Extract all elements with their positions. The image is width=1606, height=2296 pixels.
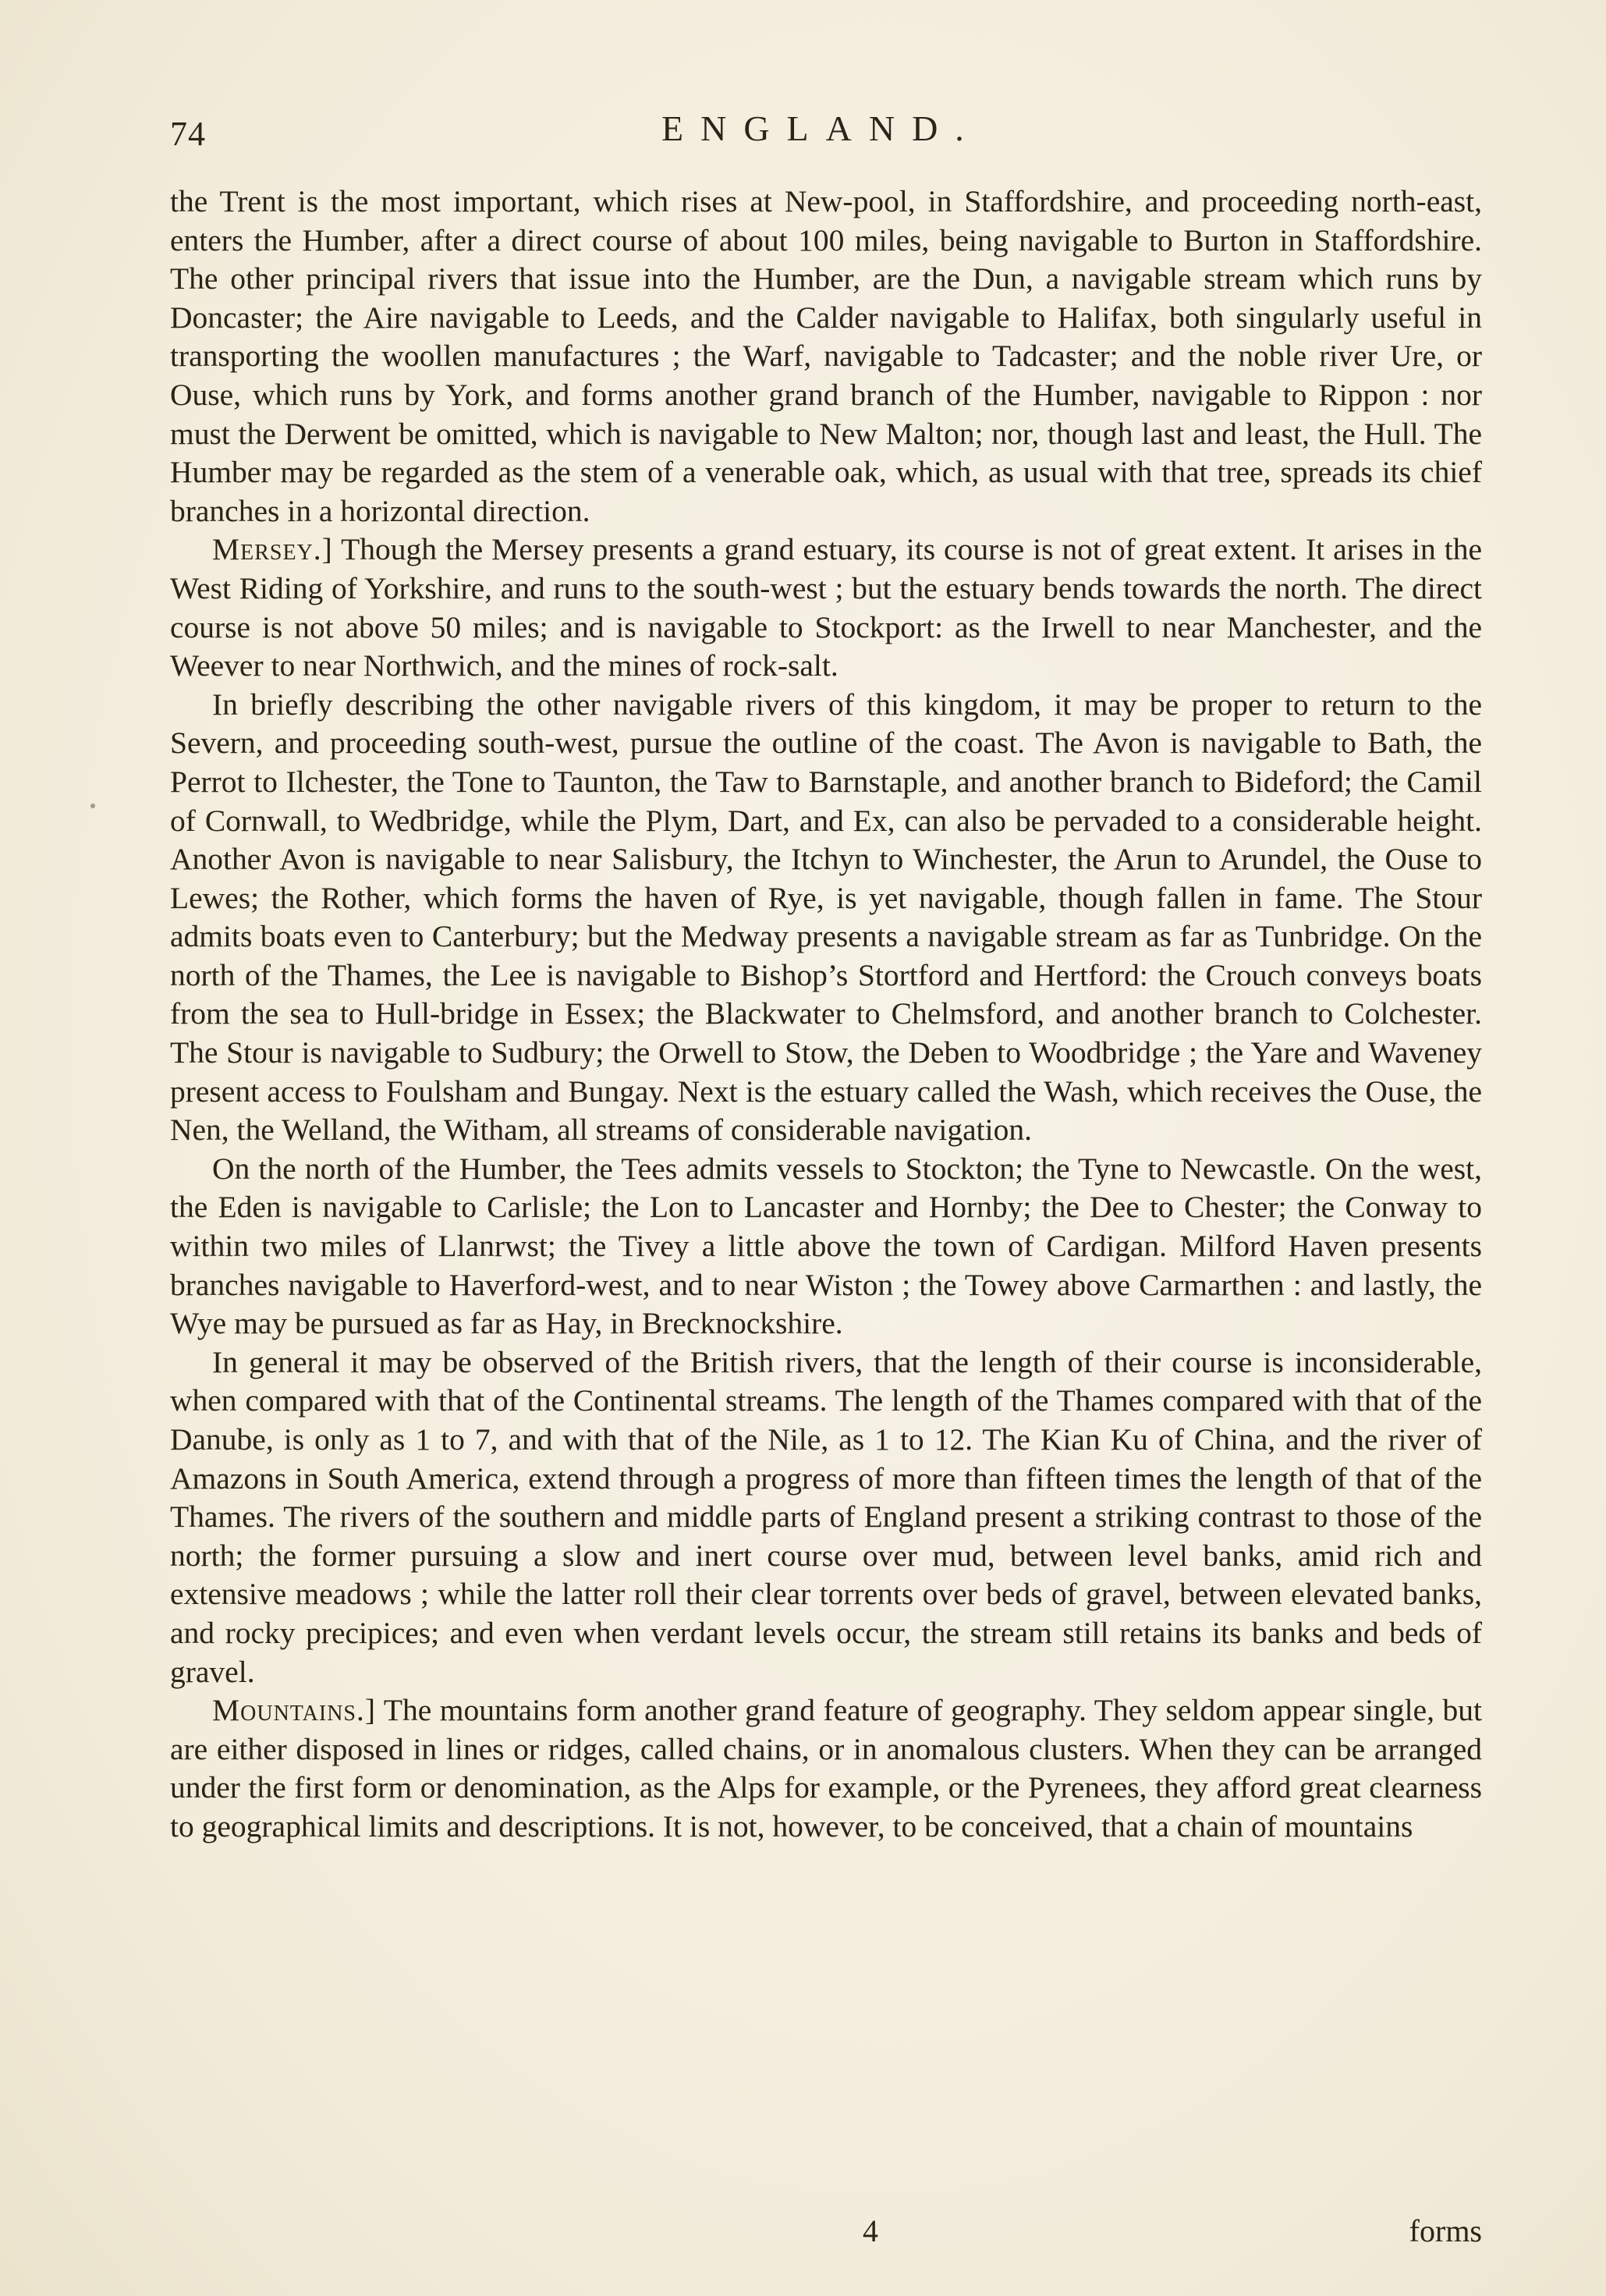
page-header: [170, 108, 1482, 154]
side-head-mersey: Mersey.]: [212, 532, 333, 567]
catchword: forms: [1409, 2213, 1482, 2248]
paragraph-trent: [170, 183, 1482, 531]
paragraph-text: The mountains form another grand feature of geography. They seldom appear single, but are either disposed in lines or ridges, called chains, or in anomalous clusters. When they can be arranged under the first form or denomination, as the Alps for example, or the Pyrenees, they afford great clearness to geographical limits and descriptions. It is not, however, to be conceived, that a chain of mountains: [170, 1693, 1482, 1844]
paragraph-text: In briefly describing the other navigable rivers of this kingdom, it may be proper to return to the Severn, and proceeding south-west, pursue the outline of the coast. The Avon is navigable to Bath, the Perrot to Ilchester, the Tone to Taunton, the Taw to Barnstaple, and another branch to Bideford; the Camil of Cornwall, to Wedbridge, while the Plym, Dart, and Ex, can also be pervaded to a considerable height. Another Avon is navigable to near Salisbury, the Itchyn to Winchester, the Arun to Arundel, the Ouse to Lewes; the Rother, which forms the haven of Rye, is yet navigable, though fallen in fame. The Stour admits boats even to Canterbury; but the Medway presents a navigable stream as far as Tunbridge. On the north of the Thames, the Lee is navigable to Bishop’s Stortford and Hertford: the Crouch conveys boats from the sea to Hull-bridge in Essex; the Blackwater to Chelmsford, and another branch to Colchester. The Stour is navigable to Sudbury; the Orwell to Stow, the Deben to Woodbridge ; the Yare and Waveney present access to Foulsham and Bungay. Next is the estuary called the Wash, which receives the Ouse, the Nen, the Welland, the Witham, all streams of considerable navigation.: [170, 687, 1482, 1148]
paragraph-north-rivers: [170, 1150, 1482, 1343]
side-head-mountains: Mountains.]: [212, 1693, 377, 1728]
paragraph-text: On the north of the Humber, the Tees admits vessels to Stockton; the Tyne to Newcastle. On the west, the Eden is navigable to Carlisle; the Lon to Lancaster and Hornby; the Dee to Chester; the Conway to within two miles of Llanrwst; the Tivey a little above the town of Cardigan. Milford Haven presents branches navigable to Haverford-west, and to near Wiston ; the Towey above Carmarthen : and lastly, the Wye may be pursued as far as Hay, in Brecknockshire.: [170, 1151, 1482, 1341]
signature-mark: 4: [863, 2213, 878, 2248]
paragraph-text: the Trent is the most important, which rises at New-pool, in Staffordshire, and proceeding north-east, enters the Humber, after a direct course of about 100 miles, being navigable to Burton in Staffordshire. The other principal rivers that issue into the Humber, are the Dun, a navigable stream which runs by Doncaster; the Aire navigable to Leeds, and the Calder navigable to Halifax, both singularly useful in transporting the woollen manufactures ; the Warf, navigable to Tadcaster; and the noble river Ure, or Ouse, which runs by York, and forms another grand branch of the Humber, navigable to Rippon : nor must the Derwent be omitted, which is navigable to New Malton; nor, though last and least, the Hull. The Humber may be regarded as the stem of a venerable oak, which, as usual with that tree, spreads its chief branches in a horizontal direction.: [170, 184, 1482, 528]
body-text: [170, 183, 1482, 1847]
paragraph-text: Though the Mersey presents a grand estuary, its course is not of great extent. It arises in the West Riding of Yorkshire, and runs to the south-west ; but the estuary bends towards the north. The direct course is not above 50 miles; and is navigable to Stockport: as the Irwell to near Manchester, and the Weever to near Northwich, and the mines of rock-salt.: [170, 532, 1482, 683]
running-title: ENGLAND.: [661, 108, 981, 148]
paragraph-mountains: [170, 1691, 1482, 1846]
paragraph-british-rivers: [170, 1343, 1482, 1691]
page-footer: [170, 2213, 1482, 2256]
paragraph-mersey: [170, 531, 1482, 685]
paragraph-navigable-rivers: [170, 686, 1482, 1150]
ink-speck: [90, 804, 95, 808]
page-number: 74: [170, 115, 206, 153]
paragraph-text: In general it may be observed of the British rivers, that the length of their course is inconsiderable, when compared with that of the Continental streams. The length of the Thames compared with that of the Danube, is only as 1 to 7, and with that of the Nile, as 1 to 12. The Kian Ku of China, and the river of Amazons in South America, extend through a progress of more than fifteen times the length of that of the Thames. The rivers of the southern and middle parts of England present a striking contrast to those of the north; the former pursuing a slow and inert course over mud, between level banks, amid rich and extensive meadows ; while the latter roll their clear torrents over beds of gravel, between elevated banks, and rocky precipices; and even when verdant levels occur, the stream still retains its banks and beds of gravel.: [170, 1344, 1482, 1689]
